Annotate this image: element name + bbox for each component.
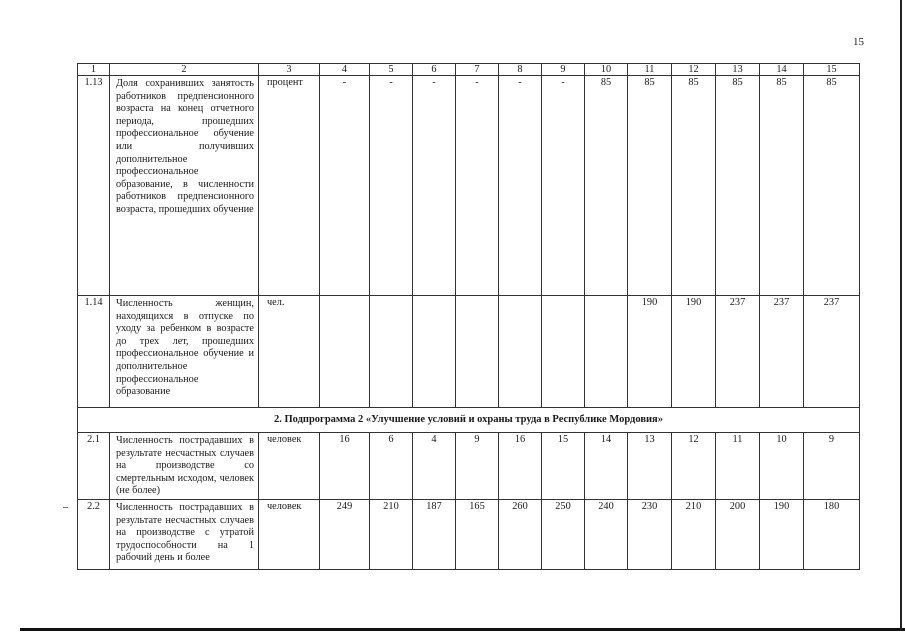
value-cell: 190 [672,296,716,408]
value-cell: 85 [585,76,628,296]
value-cell: - [542,76,585,296]
column-number: 15 [804,64,860,76]
row-unit: процент [259,76,320,296]
value-cell: 190 [628,296,672,408]
value-cell: 9 [456,433,499,500]
column-number-row [78,64,860,76]
value-cell: 12 [672,433,716,500]
value-cell [320,296,370,408]
page-bottom-border [20,628,905,631]
value-cell: 240 [585,499,628,569]
value-cell: 249 [320,499,370,569]
column-number: 4 [320,64,370,76]
column-number: 9 [542,64,585,76]
value-cell: 16 [499,433,542,500]
value-cell: 180 [804,499,860,569]
section-row [78,408,860,433]
column-number: 8 [499,64,542,76]
row-id: 2.2 [78,499,110,569]
value-cell: 237 [760,296,804,408]
margin-mark [63,507,68,508]
value-cell: 85 [628,76,672,296]
value-cell: - [320,76,370,296]
row-description: Численность пострадавших в результате несчастных случаев на производстве со смертельным исходом, человек (не более) [110,433,259,500]
row-id: 1.14 [78,296,110,408]
value-cell: 15 [542,433,585,500]
value-cell [542,296,585,408]
column-number: 2 [110,64,259,76]
value-cell [499,296,542,408]
value-cell [370,296,413,408]
value-cell: 237 [716,296,760,408]
value-cell [413,296,456,408]
value-cell: - [456,76,499,296]
indicators-table [77,63,860,570]
value-cell: 210 [672,499,716,569]
value-cell: 237 [804,296,860,408]
table-row [78,433,860,500]
column-number: 13 [716,64,760,76]
value-cell: 6 [370,433,413,500]
value-cell: 4 [413,433,456,500]
row-unit: чел. [259,296,320,408]
value-cell [456,296,499,408]
column-number: 7 [456,64,499,76]
column-number: 14 [760,64,804,76]
value-cell: - [499,76,542,296]
row-description: Численность пострадавших в результате несчастных случаев на производстве с утратой трудоспособности на 1 рабочий день и более [110,499,259,569]
column-number: 6 [413,64,456,76]
row-description: Доля сохранивших занятость работников предпенсионного возраста на конец отчетного периода, прошедших профессиональное обучение или получивших дополнительное профессиональное образование, в численности работников предпенсионного возраста, прошедших обучение [110,76,259,296]
column-number: 5 [370,64,413,76]
value-cell: 13 [628,433,672,500]
value-cell: 11 [716,433,760,500]
value-cell: - [413,76,456,296]
value-cell: 260 [499,499,542,569]
value-cell: 85 [716,76,760,296]
value-cell: 10 [760,433,804,500]
row-id: 2.1 [78,433,110,500]
value-cell: 250 [542,499,585,569]
value-cell: 85 [804,76,860,296]
row-description: Численность женщин, находящихся в отпуске по уходу за ребенком в возрасте до трех лет, прошедших профессиональное обучение и дополнительное профессиональное образование [110,296,259,408]
column-number: 3 [259,64,320,76]
table-row [78,76,860,296]
column-number: 10 [585,64,628,76]
column-number: 11 [628,64,672,76]
section-title: 2. Подпрограмма 2 «Улучшение условий и охраны труда в Республике Мордовия» [78,408,860,433]
value-cell: 85 [760,76,804,296]
table-row [78,296,860,408]
value-cell: 187 [413,499,456,569]
column-number: 1 [78,64,110,76]
page-right-border [900,0,902,631]
value-cell: 14 [585,433,628,500]
value-cell: 165 [456,499,499,569]
row-unit: человек [259,499,320,569]
value-cell: 190 [760,499,804,569]
value-cell: 9 [804,433,860,500]
value-cell: 230 [628,499,672,569]
table-row [78,499,860,569]
row-id: 1.13 [78,76,110,296]
column-number: 12 [672,64,716,76]
value-cell: 85 [672,76,716,296]
row-unit: человек [259,433,320,500]
page-number: 15 [853,36,864,48]
value-cell: 210 [370,499,413,569]
value-cell [585,296,628,408]
value-cell: - [370,76,413,296]
value-cell: 16 [320,433,370,500]
value-cell: 200 [716,499,760,569]
